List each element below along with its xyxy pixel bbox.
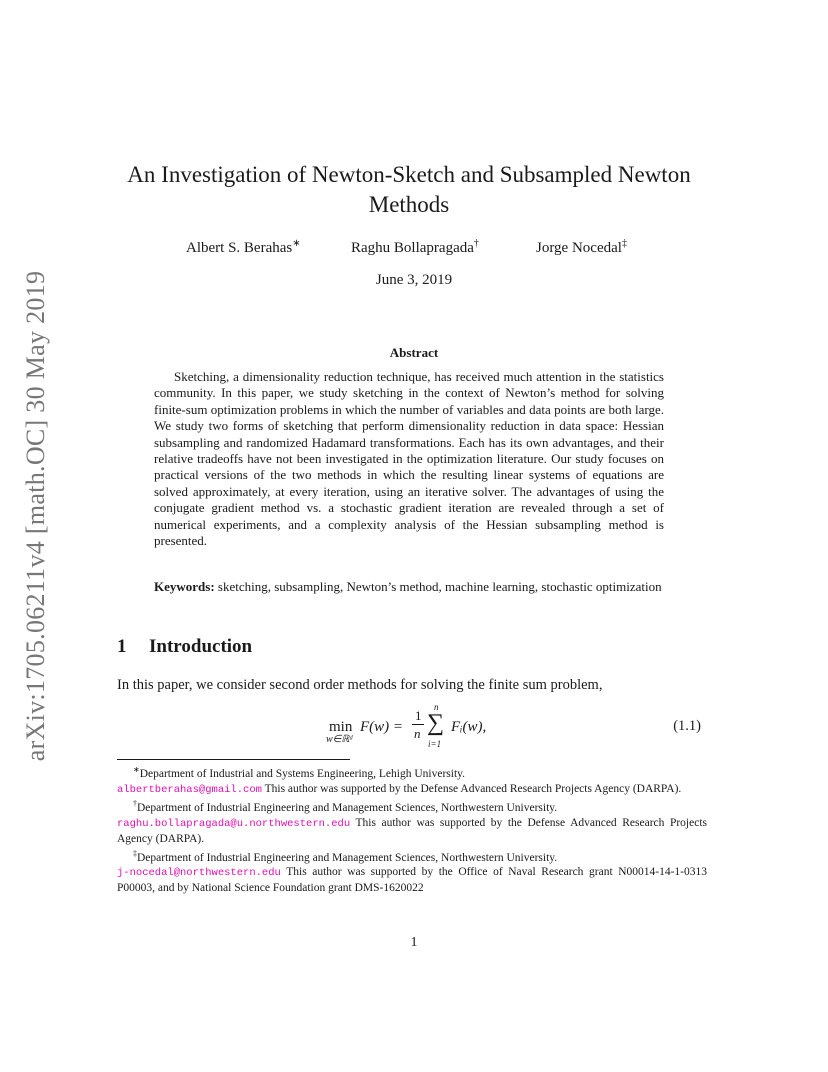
eq-frac-numerator: 1 [415,708,422,723]
footnote-mark: † [133,799,137,809]
eq-fraction-bar [412,724,424,725]
eq-frac-denominator: n [414,726,421,741]
author-mark: † [473,238,479,249]
eq-rhs: Fᵢ(w), [451,719,487,735]
author-mark: ‡ [621,238,627,249]
author-name: Jorge Nocedal [536,240,622,256]
footnote-support-text: This author was supported by the Office of Naval Research grant N00014-14-1-0313 P00003, and by National Science Foundation grant DMS-1620022 [117,866,708,895]
footnotes [117,763,707,896]
footnote-berahas-support [117,782,707,798]
keywords [154,579,664,595]
intro-paragraph: In this paper, we consider second order methods for solving the finite sum problem, [117,677,603,693]
footnote-rule [117,759,350,760]
section-heading [117,636,252,658]
author-bollapragada [351,238,479,257]
email-link-bollapragada[interactable]: raghu.bollapragada@u.northwestern.edu [117,818,351,831]
eq-sum-upper: n [434,702,439,712]
title-line-2: Methods [368,192,450,217]
footnote-berahas [117,763,707,782]
paper-title [110,160,708,220]
equation-number: (1.1) [673,718,701,734]
footnote-support-text: This author was supported by the Defense Advanced Research Projects Agency (DARPA). [117,817,707,845]
email-link-berahas[interactable]: albertberahas@gmail.com [117,783,262,796]
title-line-1: An Investigation of Newton-Sketch and Subsampled Newton [127,162,691,187]
abstract-heading: Abstract [389,345,439,360]
publication-date: June 3, 2019 [375,272,453,288]
author-mark: ∗ [292,238,301,249]
footnote-bollapragada [117,797,707,816]
author-name: Raghu Bollapragada [351,240,474,256]
equation-1-1 [0,700,828,756]
email-link-nocedal[interactable]: j-nocedal@northwestern.edu [117,867,281,880]
author-nocedal [536,238,627,257]
eq-min: min [329,719,353,735]
footnote-affiliation: Department of Industrial and Systems Engineering, Lehigh University. [139,767,466,780]
footnote-affiliation: Department of Industrial Engineering and Management Sciences, Northwestern University. [137,802,558,815]
footnote-mark: ‡ [133,848,137,858]
keywords-text: sketching, subsampling, Newton’s method, machine learning, stochastic optimization [217,579,662,594]
footnote-bollapragada-support [117,816,707,847]
footnote-affiliation: Department of Industrial Engineering and Management Sciences, Northwestern University. [137,851,558,864]
eq-lhs: F(w) = [360,719,404,735]
footnote-nocedal-support [117,865,707,896]
footnote-mark: ∗ [133,765,140,774]
page-number: 1 [410,935,418,950]
eq-sum-lower: i=1 [428,739,442,749]
author-berahas [186,238,301,257]
abstract-body: Sketching, a dimensionality reduction technique, has received much attention in the statistics community. In this paper, we study sketching in the context of Newton’s method for solving finite-sum optimization problems in which the number of variables and data points are both large. We study two forms of sketching that perform dimensionality reduction in data space: Hessian subsampling and randomized Hadamard transformations. Each has its own advantages, and their relative tradeoffs have not been investigated in the optimization literature. Our study focuses on practical versions of the two methods in which the resulting linear systems of equations are solved approximately, at every iteration, using an iterative solver. The advantages of using the conjugate gradient method vs. a stochastic gradient iteration are revealed through a set of numerical experiments, and a complexity analysis of the Hessian subsampling method is presented. [154,369,664,549]
section-title: Introduction [149,636,253,657]
footnote-nocedal [117,847,707,866]
keywords-label: Keywords: [154,579,215,594]
footnote-support-text: This author was supported by the Defense Advanced Research Projects Agency (DARPA). [264,782,682,795]
author-list [0,238,828,258]
eq-subscript: w∈ℝᵈ [326,734,353,745]
author-name: Albert S. Berahas [186,240,293,256]
arxiv-stamp-text: arXiv:1705.06211v4 [math.OC] 30 May 2019 [21,270,50,762]
eq-sum-sign: ∑ [427,710,445,736]
section-number: 1 [117,636,127,657]
